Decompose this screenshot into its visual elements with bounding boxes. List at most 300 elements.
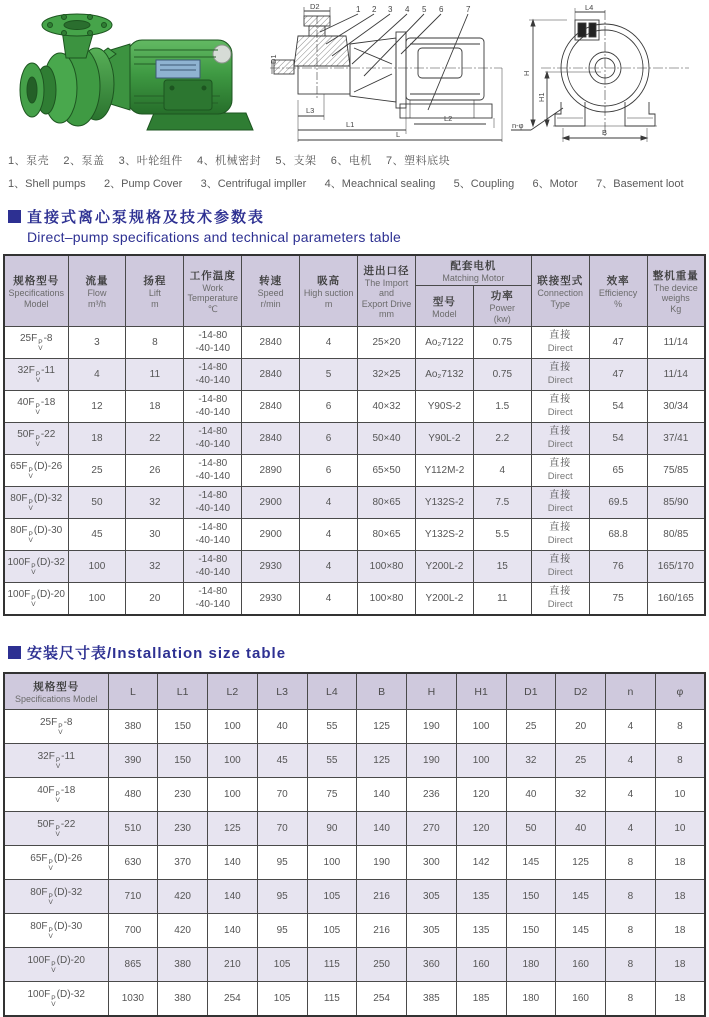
cell: 135 [456,914,506,948]
cell: 70 [257,812,307,846]
col-L1: L1 [158,673,208,710]
cell: 65 [589,455,647,487]
cell: 160 [556,982,606,1017]
cell: 8 [606,880,656,914]
cell: 75 [307,778,357,812]
model-cell: 50F P V -22 [4,423,68,455]
model-cell: 80F P V (D)-32 [4,487,68,519]
cell: 4 [300,583,358,616]
cell: 20 [556,710,606,744]
cell: 30/34 [647,391,705,423]
model-cell: 32F P V -11 [4,359,68,391]
cell: 100 [456,710,506,744]
cell: 30 [126,519,184,551]
cell: 55 [307,710,357,744]
cell: 7.5 [473,487,531,519]
cell: 125 [357,710,407,744]
cell: 4 [606,778,656,812]
cell: 68.8 [589,519,647,551]
cell: 6 [300,455,358,487]
cell: -14-80 -40-140 [184,327,242,359]
cell: 5.5 [473,519,531,551]
dim-h: H [522,70,531,76]
cell: 2840 [242,359,300,391]
dim-d2: D2 [310,2,320,11]
cell: Y200L-2 [415,551,473,583]
cell: 4 [300,487,358,519]
cell: 54 [589,423,647,455]
cell: 150 [158,744,208,778]
dim-n-phi: n-φ [512,121,524,130]
model-cell: 65F P V (D)-26 [4,846,108,880]
cell: 18 [655,914,705,948]
legend-english: 1、Shell pumps 2、Pump Cover 3、Centrifugal impller 4、Meachnical sealing 5、Coupling 6、Motor 7、Basement loot [8,178,684,190]
cell: 18 [126,391,184,423]
callout-2: 2 [372,5,377,14]
cell: 115 [307,948,357,982]
cell: 135 [456,880,506,914]
cell: 4 [300,551,358,583]
col-L: L [108,673,158,710]
cell: 25 [556,744,606,778]
cell: 8 [655,744,705,778]
spec-table-row [4,583,705,616]
model-cell: 40F P V -18 [4,391,68,423]
cell: 120 [456,812,506,846]
cell: 216 [357,880,407,914]
cell: 20 [126,583,184,616]
cell: 180 [506,948,556,982]
col-phi: φ [655,673,705,710]
section-size-heading [0,642,709,663]
model-cell: 100F P V (D)-20 [4,948,108,982]
spec-table-row [4,359,705,391]
cell: 80×65 [358,519,416,551]
cell: 75 [589,583,647,616]
cell: 1.5 [473,391,531,423]
cell: 11 [473,583,531,616]
cell: 直接 Direct [531,551,589,583]
col-n: n [606,673,656,710]
callout-4: 4 [405,5,410,14]
callout-3: 3 [388,5,393,14]
cell: 865 [108,948,158,982]
side-section-drawing [268,4,505,146]
cell: 420 [158,880,208,914]
cell: 76 [589,551,647,583]
cell: 10 [655,778,705,812]
spec-table-row [4,423,705,455]
model-cell: 65F P V (D)-26 [4,455,68,487]
cell: 18 [655,982,705,1017]
cell: 11/14 [647,327,705,359]
spec-table-row [4,519,705,551]
cell: 115 [307,982,357,1017]
cell: 140 [208,880,258,914]
cell: -14-80 -40-140 [184,359,242,391]
cell: 100 [307,846,357,880]
cell: 直接 Direct [531,519,589,551]
cell: Y90L-2 [415,423,473,455]
cell: 190 [407,710,457,744]
col-B: B [357,673,407,710]
size-table-body [4,710,705,1017]
col-weight: 整机重量 The device weighs Kg [647,255,705,327]
cell: 100 [68,583,126,616]
cell: 直接 Direct [531,487,589,519]
size-table [3,672,706,1017]
cell: 125 [208,812,258,846]
section-spec-heading [0,206,709,245]
cell: Y200L-2 [415,583,473,616]
cell: 4 [68,359,126,391]
cell: 18 [655,880,705,914]
cell: 11 [126,359,184,391]
col-H: H [407,673,457,710]
col-flow: 流量 Flow m³/h [68,255,126,327]
model-cell: 40F P V -18 [4,778,108,812]
cell: 37/41 [647,423,705,455]
col-D2: D2 [556,673,606,710]
cell: 50 [68,487,126,519]
cell: 90 [307,812,357,846]
cell: -14-80 -40-140 [184,455,242,487]
size-table-header-row [4,673,705,710]
cell: 1030 [108,982,158,1017]
cell: 160 [456,948,506,982]
model-cell: 100F P V (D)-20 [4,583,68,616]
cell: 100 [208,744,258,778]
section-spec-title-en: Direct–pump specifications and technical parameters table [27,229,402,245]
cell: 32 [556,778,606,812]
cell: 12 [68,391,126,423]
cell: 105 [307,880,357,914]
cell: 180 [506,982,556,1017]
size-table-row [4,710,705,744]
cell: 254 [208,982,258,1017]
cell: 100 [208,710,258,744]
cell: 47 [589,327,647,359]
cell: 45 [257,744,307,778]
col-motor-power: 功率 Power (kw) [473,286,531,327]
cell: 370 [158,846,208,880]
cell: 40 [506,778,556,812]
cell: -14-80 -40-140 [184,423,242,455]
cell: 145 [556,914,606,948]
cell: 3 [68,327,126,359]
col-model: 规格型号 Specifications Model [4,673,108,710]
spec-table-row [4,455,705,487]
cell: Ao₂7132 [415,359,473,391]
model-cell: 25F P V -8 [4,710,108,744]
cell: 45 [68,519,126,551]
cell: 190 [357,846,407,880]
cell: 100 [68,551,126,583]
square-bullet-icon [8,210,21,223]
cell: 710 [108,880,158,914]
cell: 100 [456,744,506,778]
model-cell: 100F P V (D)-32 [4,551,68,583]
col-lift: 扬程 Lift m [126,255,184,327]
model-cell: 80F P V (D)-30 [4,914,108,948]
cell: 105 [257,948,307,982]
cell: Y112M-2 [415,455,473,487]
cell: 185 [456,982,506,1017]
cell: 70 [257,778,307,812]
spec-table-row [4,391,705,423]
cell: 2900 [242,487,300,519]
cell: 160 [556,948,606,982]
cell: 18 [655,846,705,880]
size-table-row [4,982,705,1017]
dim-l1: L1 [346,120,355,129]
cell: 直接 Direct [531,391,589,423]
dim-b: B [602,128,608,137]
spec-table-body [4,327,705,616]
cell: 305 [407,914,457,948]
col-motor-model: 型号 Model [415,286,473,327]
cell: 直接 Direct [531,455,589,487]
cell: 75/85 [647,455,705,487]
cell: 140 [208,846,258,880]
cell: 120 [456,778,506,812]
cell: 2840 [242,391,300,423]
col-model: 规格型号 Specifications Model [4,255,68,327]
callout-5: 5 [422,5,427,14]
images-row [0,0,709,146]
cell: 8 [606,982,656,1017]
size-table-row [4,880,705,914]
cell: 420 [158,914,208,948]
size-table-row [4,846,705,880]
cell: 160/165 [647,583,705,616]
cell: 140 [357,812,407,846]
cell: 210 [208,948,258,982]
col-motor-group: 配套电机 Matching Motor [415,255,531,286]
cell: Y90S-2 [415,391,473,423]
size-table-row [4,744,705,778]
cell: 4 [300,327,358,359]
cell: 80/85 [647,519,705,551]
square-bullet-icon [8,646,21,659]
cell: 2900 [242,519,300,551]
cell: 15 [473,551,531,583]
cell: 2930 [242,583,300,616]
dim-l2: L2 [444,114,453,123]
size-table-row [4,812,705,846]
cell: 11/14 [647,359,705,391]
cell: 4 [473,455,531,487]
cell: 2930 [242,551,300,583]
front-view-drawing [505,4,705,146]
model-cell: 80F P V (D)-32 [4,880,108,914]
cell: 380 [158,982,208,1017]
cell: 95 [257,880,307,914]
cell: -14-80 -40-140 [184,551,242,583]
cell: 55 [307,744,357,778]
cell: 10 [655,812,705,846]
cell: 105 [307,914,357,948]
cell: 69.5 [589,487,647,519]
callout-1: 1 [356,5,361,14]
cell: 100 [208,778,258,812]
model-cell: 50F P V -22 [4,812,108,846]
cell: 105 [257,982,307,1017]
spec-table-row [4,551,705,583]
cell: 145 [506,846,556,880]
callout-6: 6 [439,5,444,14]
cell: 230 [158,778,208,812]
cell: 50 [506,812,556,846]
cell: 300 [407,846,457,880]
cell: 32 [126,487,184,519]
cell: 8 [606,948,656,982]
cell: 直接 Direct [531,583,589,616]
cell: 254 [357,982,407,1017]
size-table-row [4,948,705,982]
cell: 100×80 [358,551,416,583]
cell: 26 [126,455,184,487]
spec-table-row [4,487,705,519]
cell: 305 [407,880,457,914]
col-work-temp: 工作温度 Work Temperature ℃ [184,255,242,327]
col-suction: 吸高 High suction m [300,255,358,327]
cell: 6 [300,423,358,455]
legend-chinese: 1、泵壳 2、泵盖 3、叶轮组件 4、机械密封 5、支架 6、电机 7、塑料底块 [8,155,451,167]
cell: -14-80 -40-140 [184,519,242,551]
cell: 54 [589,391,647,423]
col-connection: 联接型式 Connection Type [531,255,589,327]
cell: 32×25 [358,359,416,391]
cell: 140 [208,914,258,948]
cell: Y132S-2 [415,487,473,519]
dim-h1: H1 [537,92,546,102]
col-ports: 进出口径 The Import and Export Drive mm [358,255,416,327]
cell: 80×65 [358,487,416,519]
cell: 380 [108,710,158,744]
cell: 2840 [242,327,300,359]
cell: 385 [407,982,457,1017]
cell: 25×20 [358,327,416,359]
cell: 150 [158,710,208,744]
cell: 18 [655,948,705,982]
cell: 4 [606,710,656,744]
cell: 32 [506,744,556,778]
cell: 8 [126,327,184,359]
cell: 40×32 [358,391,416,423]
callout-7: 7 [466,5,471,14]
cell: 360 [407,948,457,982]
cell: 230 [158,812,208,846]
cell: 95 [257,846,307,880]
dim-l3: L3 [306,106,315,115]
dim-l4: L4 [585,3,594,12]
cell: 165/170 [647,551,705,583]
size-table-row [4,914,705,948]
cell: 4 [300,519,358,551]
cell: 5 [300,359,358,391]
cell: -14-80 -40-140 [184,487,242,519]
cell: -14-80 -40-140 [184,583,242,616]
dim-d1: D1 [269,54,278,64]
cell: 630 [108,846,158,880]
cell: 0.75 [473,359,531,391]
section-size-title: 安装尺寸表/Installation size table [27,645,287,663]
col-H1: H1 [456,673,506,710]
spec-table-row [4,327,705,359]
cell: 直接 Direct [531,327,589,359]
cell: 直接 Direct [531,359,589,391]
cell: 270 [407,812,457,846]
model-cell: 32F P V -11 [4,744,108,778]
cell: 100×80 [358,583,416,616]
cell: 142 [456,846,506,880]
cell: 4 [606,744,656,778]
col-L4: L4 [307,673,357,710]
cell: 2.2 [473,423,531,455]
cell: 25 [506,710,556,744]
col-speed: 转速 Speed r/min [242,255,300,327]
model-cell: 25F P V -8 [4,327,68,359]
cell: Ao₂7122 [415,327,473,359]
col-L3: L3 [257,673,307,710]
cell: 25 [68,455,126,487]
cell: 0.75 [473,327,531,359]
cell: 40 [556,812,606,846]
cell: 6 [300,391,358,423]
spec-table [3,254,706,616]
cell: 8 [655,710,705,744]
section-spec-title-cn: 直接式离心泵规格及技术参数表 [27,209,266,226]
cell: 140 [357,778,407,812]
cell: 700 [108,914,158,948]
pump-photo [6,4,268,144]
dim-l: L [396,130,401,139]
cell: 85/90 [647,487,705,519]
cell: 18 [68,423,126,455]
cell: 216 [357,914,407,948]
col-efficiency: 效率 Efficiency % [589,255,647,327]
cell: 8 [606,846,656,880]
cell: Y132S-2 [415,519,473,551]
cell: 40 [257,710,307,744]
cell: 22 [126,423,184,455]
cell: 直接 Direct [531,423,589,455]
cell: 32 [126,551,184,583]
cell: 145 [556,880,606,914]
cell: 190 [407,744,457,778]
cell: 8 [606,914,656,948]
cell: 4 [606,812,656,846]
cell: 50×40 [358,423,416,455]
cell: 150 [506,880,556,914]
model-cell: 100F P V (D)-32 [4,982,108,1017]
cell: 510 [108,812,158,846]
cell: 380 [158,948,208,982]
col-D1: D1 [506,673,556,710]
cell: 47 [589,359,647,391]
cell: 2840 [242,423,300,455]
cell: 236 [407,778,457,812]
cell: 125 [357,744,407,778]
cell: 2890 [242,455,300,487]
cell: 95 [257,914,307,948]
col-L2: L2 [208,673,258,710]
cell: 65×50 [358,455,416,487]
cell: 480 [108,778,158,812]
model-cell: 80F P V (D)-30 [4,519,68,551]
cell: 250 [357,948,407,982]
